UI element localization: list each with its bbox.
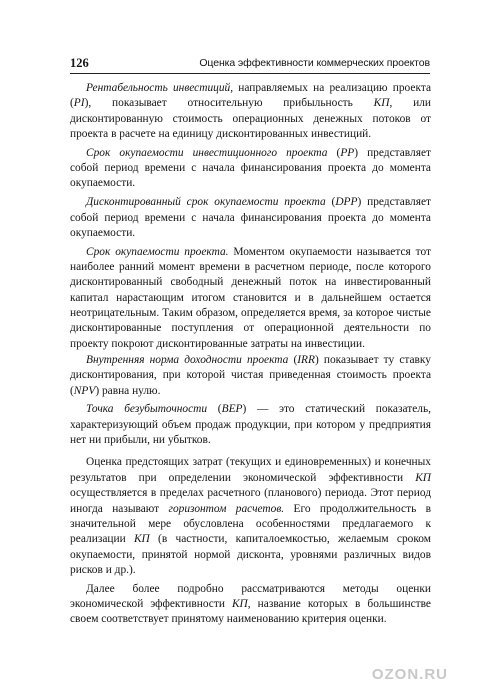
text: Оценка предстоящих затрат (текущих и единовременных) и конечных результатов при определении экономической эффективности: [70, 456, 431, 484]
text: , или дисконтированную стоимость операционных денежных потоков от проекта в расчете на единицу дисконтированных инвестиций.: [70, 97, 431, 141]
paragraph: [70, 245, 431, 352]
italic-text: Дисконтированный срок окупаемости проекта: [86, 196, 326, 209]
paragraph: [70, 582, 431, 628]
italic-text: BEP: [221, 403, 243, 416]
page-number: 126: [70, 56, 89, 70]
italic-text: PP: [340, 146, 355, 159]
text: ) — это статический показатель, характеризующий объем продаж продукции, при котором у предприятия нет ни прибыли, ни убытков.: [70, 403, 431, 447]
italic-text: Рентабельность инвестиций: [86, 82, 231, 94]
paragraph: [70, 402, 431, 448]
text: (: [207, 403, 222, 416]
page-header: [70, 52, 430, 74]
text: (: [327, 146, 341, 159]
text: ) показывает ту ставку дисконтирования, при которой чистая приведенная стоимость проекта (: [70, 354, 431, 397]
paragraph: [70, 455, 431, 578]
text: (в частности, капиталоемкостью, желаемым сроком окупаемости, принятой нормой дисконта, уровнями различных видов рисков и др.).: [70, 533, 431, 576]
italic-text: Точка безубыточности: [86, 403, 208, 416]
text: осуществляется в пределах расчетного (планового) периода. Этот период иногда называют: [70, 487, 431, 515]
header-rule: [70, 73, 430, 74]
text-body: [70, 81, 431, 628]
text: ), показывает относительную прибыльность: [84, 97, 374, 110]
italic-text: Срок окупаемости проекта.: [86, 245, 229, 258]
paragraph: [70, 195, 431, 241]
text: ) представляет собой период времени с начала финансирования проекта до момента окупаемости.: [70, 196, 431, 239]
text: Моментом окупаемости называется тот наиболее ранний момент времени в расчетном периоде, после которого дисконтированный свободный денежный поток на инвестированный капитал нарастающим итогом становится и в дальнейшем остается неотрицательным. Таким образом, определяется время, за которое чистые дисконтированные поступления от операционной деятельности по проекту покроют дисконтированные затраты на инвестиции.: [70, 245, 431, 350]
italic-text: IRR: [297, 354, 315, 367]
watermark: OZON.RU: [371, 666, 448, 683]
italic-text: горизонтом расчетов.: [168, 502, 285, 515]
italic-text: КП: [373, 97, 390, 110]
text: (: [288, 354, 298, 367]
text: ) представляет собой период времени с начала финансирования проекта до момента окупаемости.: [70, 146, 431, 190]
text: Его продолжительность в значительной мере обусловлена особенностями предлагаемого к реализации: [70, 502, 432, 546]
running-title: Оценка эффективности коммерческих проектов: [199, 57, 430, 69]
text: ) равна нулю.: [95, 384, 161, 397]
italic-text: КП: [231, 597, 248, 610]
text: , название которых в большинстве своем соответствует принятому наименованию критерия оценки.: [70, 597, 431, 626]
paragraph: [70, 146, 431, 192]
italic-text: NPV: [73, 384, 96, 397]
italic-text: КП: [133, 533, 150, 546]
italic-text: Срок окупаемости инвестиционного проекта: [86, 146, 328, 159]
text: Далее более подробно рассматриваются методы оценки экономической эффективности: [70, 582, 431, 610]
text: , направляемых на реализацию проекта (: [70, 82, 431, 110]
italic-text: КП: [415, 471, 431, 484]
paragraph: [70, 353, 431, 399]
italic-text: DPP: [335, 196, 358, 209]
italic-text: Внутренняя норма доходности проекта: [86, 354, 289, 367]
paragraph: [70, 81, 431, 142]
text: (: [325, 196, 336, 209]
italic-text: PI: [73, 97, 85, 110]
